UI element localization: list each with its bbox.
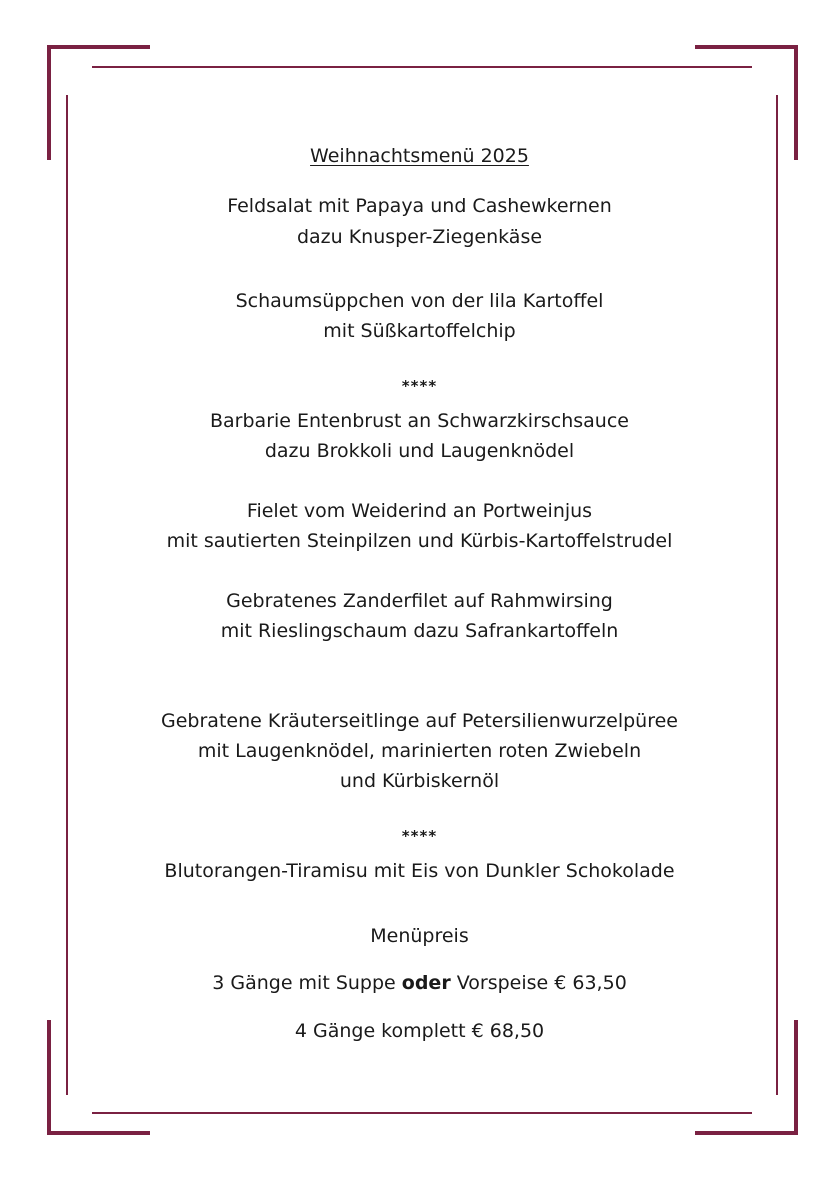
price-3-courses xyxy=(0,968,839,998)
course-1-line-2: dazu Knusper-Ziegenkäse xyxy=(296,226,543,248)
price-3-emphasis: oder xyxy=(401,972,451,994)
price-heading: Menüpreis xyxy=(370,925,469,947)
course-6-line-3: und Kürbiskernöl xyxy=(339,770,500,792)
course-6-line-1: Gebratene Kräuterseitlinge auf Petersilienwurzelpüree xyxy=(161,710,678,732)
course-2-line-1: Schaumsüppchen von der lila Kartoffel xyxy=(235,290,604,312)
menu-title: Weihnachtsmenü 2025 xyxy=(310,145,529,167)
price-3-text-before: 3 Gänge mit Suppe xyxy=(212,972,402,994)
course-3-line-1: Barbarie Entenbrust an Schwarzkirschsauce xyxy=(210,410,629,432)
price-3-text-after: Vorspeise € 63,50 xyxy=(450,972,627,994)
course-5-line-1: Gebratenes Zanderfilet auf Rahmwirsing xyxy=(226,590,613,612)
price-4-courses: 4 Gänge komplett € 68,50 xyxy=(294,1020,545,1042)
course-6-line-2: mit Laugenknödel, marinierten roten Zwiebeln xyxy=(197,740,642,762)
course-separator-1: **** xyxy=(401,377,438,395)
course-7-line-1: Blutorangen-Tiramisu mit Eis von Dunkler Schokolade xyxy=(164,860,675,882)
course-1-line-1: Feldsalat mit Papaya und Cashewkernen xyxy=(227,195,612,217)
course-2-line-2: mit Süßkartoffelchip xyxy=(323,320,516,342)
course-4-line-2: mit sautierten Steinpilzen und Kürbis-Kartoffelstrudel xyxy=(166,530,673,552)
course-5-line-2: mit Rieslingschaum dazu Safrankartoffeln xyxy=(220,620,619,642)
course-separator-2: **** xyxy=(401,827,438,845)
course-3-line-2: dazu Brokkoli und Laugenknödel xyxy=(264,440,575,462)
course-4-line-1: Fielet vom Weiderind an Portweinjus xyxy=(246,500,593,522)
